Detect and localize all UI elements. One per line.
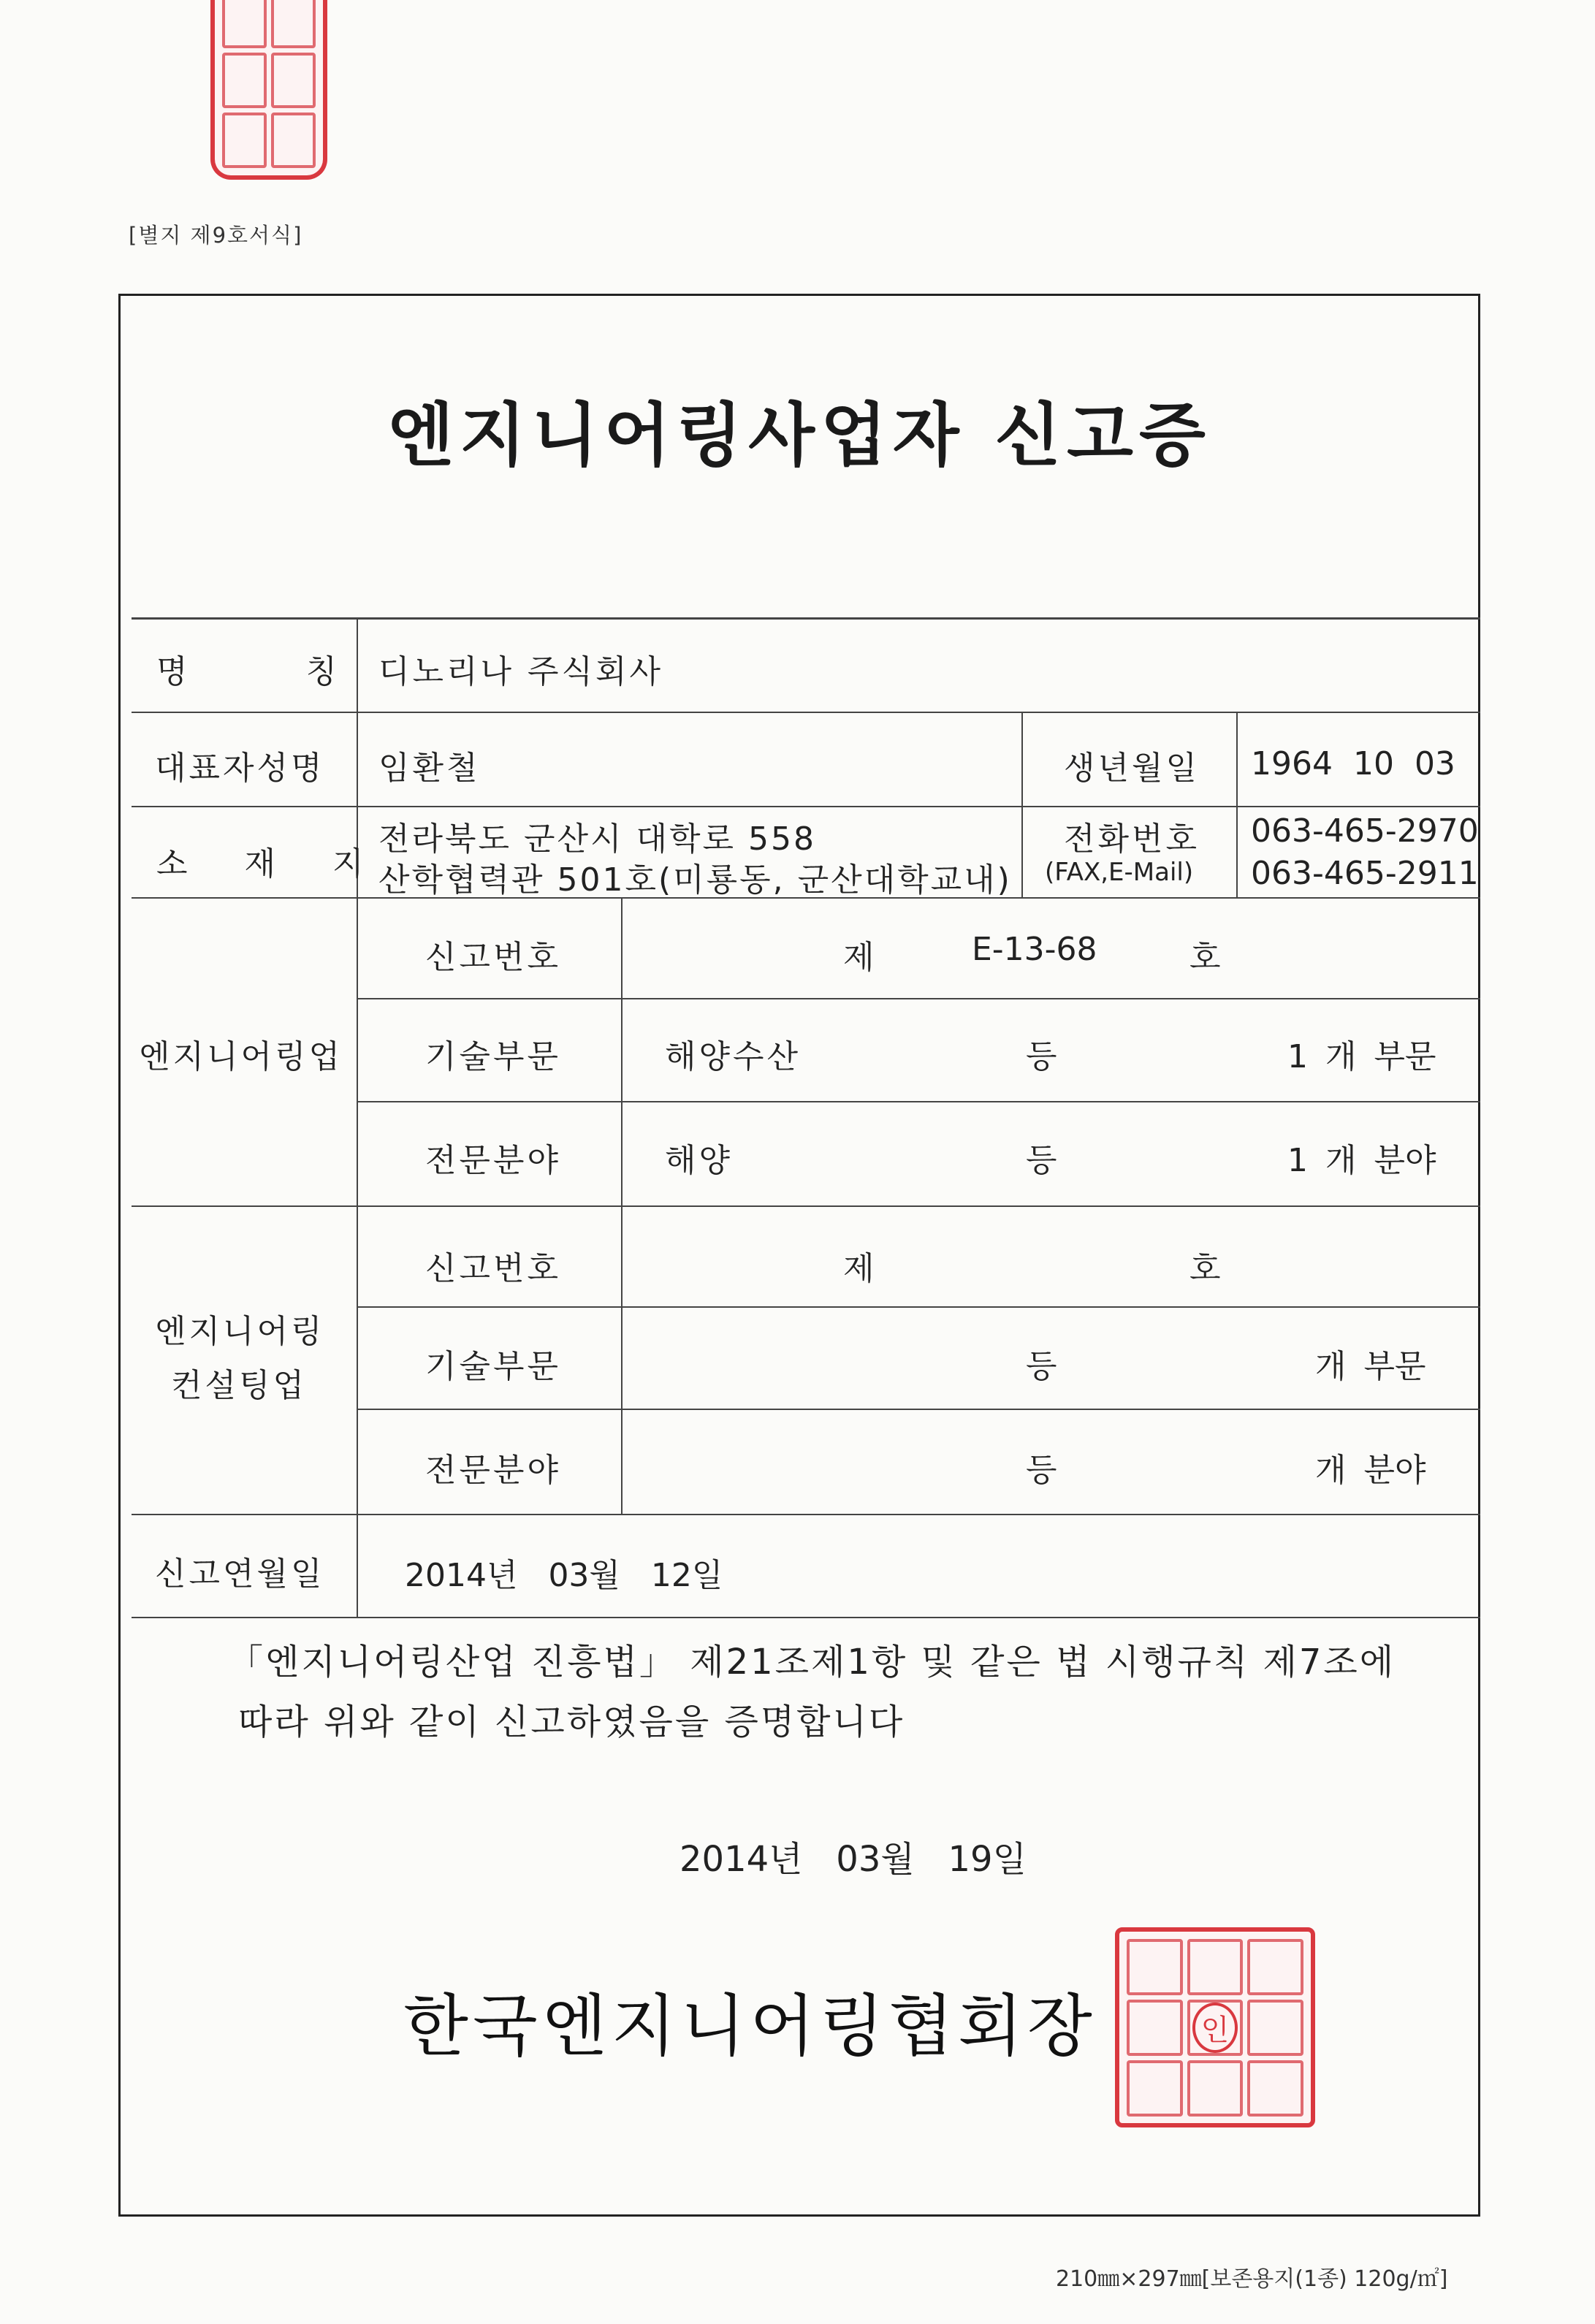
consulting-field-count: 개 분야 [1315,1452,1426,1489]
table-rule [132,806,1480,807]
table-rule [132,1205,1480,1207]
paper-spec-note: 210㎜×297㎜[보존용지(1종) 120g/㎡] [1056,2266,1448,2292]
address-line-2: 산학협력관 501호(미룡동, 군산대학교내) [378,861,1012,899]
name-label: 명 칭 [156,653,340,690]
engineering-tech-etc: 등 [1026,1038,1057,1075]
table-rule [1236,712,1238,897]
phone-label: 전화번호 [1064,820,1200,858]
table-rule [358,1409,1480,1410]
consulting-reg-no-prefix: 제 [843,1250,875,1287]
consulting-field-etc: 등 [1026,1452,1057,1489]
birth-date-value: 1964 10 03 [1251,745,1455,782]
birth-date-label: 생년월일 [1064,750,1200,787]
table-rule [1021,712,1023,897]
engineering-tech-count: 1 개 부문 [1287,1038,1436,1075]
representative-label: 대표자성명 [155,750,325,787]
representative-name: 임환철 [378,750,481,787]
company-name: 디노리나 주식회사 [378,653,664,690]
engineering-section-label: 엔지니어링업 [139,1038,343,1075]
table-rule [132,1514,1480,1515]
consulting-tech-label: 기술부문 [425,1348,562,1385]
table-rule [132,617,1480,620]
consulting-section-label-1: 엔지니어링 [155,1313,325,1350]
form-number-tag: [별지 제9호서식] [129,223,303,248]
engineering-tech-value: 해양수산 [665,1038,802,1075]
consulting-tech-count: 개 부문 [1315,1348,1426,1385]
table-rule [358,1306,1480,1308]
table-rule [358,998,1480,999]
engineering-field-count: 1 개 분야 [1287,1142,1436,1179]
engineering-field-etc: 등 [1026,1142,1057,1179]
statement-line-1: 「엔지니어링산업 진흥법」 제21조제1항 및 같은 법 시행규칙 제7조에 [228,1642,1396,1683]
engineering-reg-no-prefix: 제 [843,939,875,976]
consulting-section-label-2: 컨설팅업 [171,1367,308,1404]
table-rule [132,712,1480,713]
engineering-reg-no-value: E-13-68 [972,931,1097,968]
consulting-field-label: 전문분야 [425,1452,562,1489]
consulting-reg-no-label: 신고번호 [425,1250,562,1287]
report-date-value: 2014년 03월 12일 [405,1557,723,1594]
table-rule [621,897,623,1514]
engineering-tech-label: 기술부문 [425,1038,562,1075]
engineering-reg-no-label: 신고번호 [425,939,562,976]
seal-mark: 인 [1192,2003,1238,2053]
table-rule [132,1617,1480,1618]
top-seal-stamp [210,0,327,180]
issuer-name: 한국엔지니어링협회장 [403,1987,1097,2065]
engineering-field-label: 전문분야 [425,1142,562,1179]
address-line-1: 전라북도 군산시 대학로 558 [378,820,816,858]
consulting-tech-etc: 등 [1026,1348,1057,1385]
fax-email-label: (FAX,E-Mail) [1045,858,1194,887]
official-seal-stamp [1115,1927,1315,2127]
table-rule [358,1101,1480,1102]
engineering-field-value: 해양 [665,1142,734,1179]
phone-number: 063-465-2970 [1251,812,1479,850]
statement-line-2: 따라 위와 같이 신고하였음을 증명합니다 [238,1702,905,1742]
report-date-label: 신고연월일 [155,1555,325,1593]
table-rule [357,617,358,1617]
address-label: 소 재 지 [156,845,367,883]
engineering-reg-no-suffix: 호 [1189,939,1221,976]
page-title: 엔지니어링사업자 신고증 [387,396,1211,476]
fax-number: 063-465-2911 [1251,855,1479,892]
consulting-reg-no-suffix: 호 [1189,1250,1221,1287]
issue-date: 2014년 03월 19일 [680,1839,1027,1880]
